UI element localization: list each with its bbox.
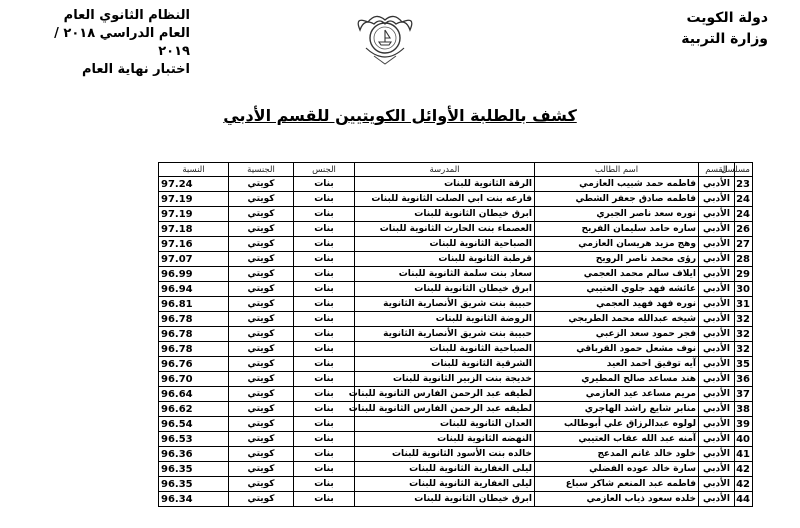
- cell-nationality: كويتي: [229, 192, 294, 207]
- table-row: [159, 207, 753, 222]
- header-line: دولة الكويت: [686, 10, 768, 26]
- cell-section: الأدبي: [699, 327, 735, 342]
- cell-nationality: كويتي: [229, 432, 294, 447]
- cell-sex: بنات: [294, 252, 355, 267]
- table-row: [159, 402, 753, 417]
- cell-name: فاطمه عبد المنعم شاكر سباع: [535, 477, 699, 492]
- cell-section: الأدبي: [699, 372, 735, 387]
- cell-serial: 32: [735, 312, 753, 327]
- cell-percent: 97.24: [159, 177, 229, 192]
- cell-percent: 96.35: [159, 462, 229, 477]
- cell-section: الأدبي: [699, 312, 735, 327]
- table-row: [159, 192, 753, 207]
- header-line: وزارة التربية: [681, 31, 768, 47]
- cell-name: نوره سعد ناصر الجبري: [535, 207, 699, 222]
- cell-school: فارعه بنت ابي الصلت الثانوية للبنات: [355, 192, 535, 207]
- cell-section: الأدبي: [699, 252, 735, 267]
- cell-nationality: كويتي: [229, 357, 294, 372]
- cell-sex: بنات: [294, 447, 355, 462]
- cell-percent: 97.19: [159, 207, 229, 222]
- table-row: [159, 492, 753, 507]
- cell-percent: 96.78: [159, 327, 229, 342]
- cell-sex: بنات: [294, 297, 355, 312]
- cell-serial: 35: [735, 357, 753, 372]
- cell-sex: بنات: [294, 312, 355, 327]
- cell-section: الأدبي: [699, 237, 735, 252]
- cell-name: فاطمه حمد شبيب العازمي: [535, 177, 699, 192]
- cell-sex: بنات: [294, 417, 355, 432]
- table-row: [159, 237, 753, 252]
- cell-sex: بنات: [294, 192, 355, 207]
- cell-serial: 42: [735, 462, 753, 477]
- cell-section: الأدبي: [699, 342, 735, 357]
- cell-name: سارة خالد عوده الفضلي: [535, 462, 699, 477]
- cell-serial: 27: [735, 237, 753, 252]
- cell-school: الروضة الثانوية للبنات: [355, 312, 535, 327]
- cell-nationality: كويتي: [229, 222, 294, 237]
- table-row: [159, 447, 753, 462]
- cell-name: آيه توفيق احمد العيد: [535, 357, 699, 372]
- cell-nationality: كويتي: [229, 312, 294, 327]
- cell-nationality: كويتي: [229, 327, 294, 342]
- cell-percent: 96.62: [159, 402, 229, 417]
- table-row: [159, 312, 753, 327]
- table-row: [159, 372, 753, 387]
- table-row: [159, 432, 753, 447]
- cell-nationality: كويتي: [229, 237, 294, 252]
- header-line: اختبار نهاية العام: [81, 62, 190, 77]
- header-line: النظام الثانوي العام: [63, 8, 190, 23]
- cell-school: حبيبة بنت شريق الأنصارية الثانوية: [355, 327, 535, 342]
- cell-section: الأدبي: [699, 432, 735, 447]
- cell-serial: 26: [735, 222, 753, 237]
- cell-nationality: كويتي: [229, 282, 294, 297]
- cell-percent: 96.64: [159, 387, 229, 402]
- cell-school: الشرقية الثانوية للبنات: [355, 357, 535, 372]
- cell-sex: بنات: [294, 462, 355, 477]
- cell-name: ايلاف سالم محمد العجمي: [535, 267, 699, 282]
- cell-name: هند مساعد صالح المطيري: [535, 372, 699, 387]
- cell-school: قرطبة الثانوية للبنات: [355, 252, 535, 267]
- cell-name: خلده سعود ذياب العازمي: [535, 492, 699, 507]
- cell-school: الصباحية الثانوية للبنات: [355, 237, 535, 252]
- cell-school: ابرق خيطان الثانوية للبنات: [355, 207, 535, 222]
- table-header-row: [159, 163, 753, 177]
- cell-percent: 96.78: [159, 312, 229, 327]
- cell-sex: بنات: [294, 402, 355, 417]
- cell-sex: بنات: [294, 372, 355, 387]
- cell-serial: 42: [735, 477, 753, 492]
- cell-sex: بنات: [294, 237, 355, 252]
- cell-name: عائشه فهد جلوي العتيبي: [535, 282, 699, 297]
- cell-name: رؤى محمد ناصر الرويح: [535, 252, 699, 267]
- cell-nationality: كويتي: [229, 402, 294, 417]
- cell-sex: بنات: [294, 222, 355, 237]
- cell-nationality: كويتي: [229, 417, 294, 432]
- cell-serial: 36: [735, 372, 753, 387]
- cell-school: ليلى الغفارية الثانوية للبنات: [355, 477, 535, 492]
- cell-nationality: كويتي: [229, 462, 294, 477]
- cell-percent: 96.81: [159, 297, 229, 312]
- students-table: [158, 162, 753, 507]
- cell-percent: 97.16: [159, 237, 229, 252]
- cell-section: الأدبي: [699, 192, 735, 207]
- cell-nationality: كويتي: [229, 267, 294, 282]
- cell-section: الأدبي: [699, 297, 735, 312]
- cell-serial: 31: [735, 297, 753, 312]
- cell-section: الأدبي: [699, 492, 735, 507]
- cell-section: الأدبي: [699, 357, 735, 372]
- header-line: العام الدراسي ٢٠١٨ / ٢٠١٩: [54, 26, 190, 59]
- cell-name: نوره فهد فهيد العجمي: [535, 297, 699, 312]
- cell-percent: 96.36: [159, 447, 229, 462]
- page-title: [0, 106, 800, 125]
- cell-serial: 32: [735, 342, 753, 357]
- cell-nationality: كويتي: [229, 477, 294, 492]
- cell-sex: بنات: [294, 477, 355, 492]
- cell-section: الأدبي: [699, 177, 735, 192]
- cell-serial: 39: [735, 417, 753, 432]
- cell-sex: بنات: [294, 267, 355, 282]
- cell-school: حبيبة بنت شريق الأنصارية الثانوية: [355, 297, 535, 312]
- cell-section: الأدبي: [699, 387, 735, 402]
- col-section: القسم: [699, 163, 735, 177]
- cell-percent: 96.70: [159, 372, 229, 387]
- cell-serial: 23: [735, 177, 753, 192]
- cell-name: وهج مزيد هريسان العازمي: [535, 237, 699, 252]
- cell-section: الأدبي: [699, 402, 735, 417]
- cell-sex: بنات: [294, 492, 355, 507]
- cell-serial: 37: [735, 387, 753, 402]
- col-sex: الجنس: [294, 163, 355, 177]
- cell-name: خلود خالد غانم المدعج: [535, 447, 699, 462]
- cell-serial: 44: [735, 492, 753, 507]
- cell-nationality: كويتي: [229, 342, 294, 357]
- cell-name: منابر شايع راشد الهاجري: [535, 402, 699, 417]
- table-row: [159, 267, 753, 282]
- cell-sex: بنات: [294, 387, 355, 402]
- cell-school: الرقة الثانوية للبنات: [355, 177, 535, 192]
- cell-section: الأدبي: [699, 447, 735, 462]
- table-row: [159, 327, 753, 342]
- page-title-text: كشف بالطلبة الأوائل الكويتيين للقسم الأدبي: [223, 106, 577, 125]
- col-nationality: الجنسية: [229, 163, 294, 177]
- cell-serial: 30: [735, 282, 753, 297]
- cell-nationality: كويتي: [229, 387, 294, 402]
- cell-serial: 29: [735, 267, 753, 282]
- cell-section: الأدبي: [699, 417, 735, 432]
- cell-name: فاطمه صادق جعفر الشطي: [535, 192, 699, 207]
- table-row: [159, 282, 753, 297]
- cell-section: الأدبي: [699, 462, 735, 477]
- table-row: [159, 417, 753, 432]
- cell-sex: بنات: [294, 207, 355, 222]
- cell-school: العدان الثانوية للبنات: [355, 417, 535, 432]
- cell-percent: 96.76: [159, 357, 229, 372]
- table-row: [159, 177, 753, 192]
- cell-school: لطيفه عبد الرحمن الفارس الثانوية للبنات: [355, 387, 535, 402]
- cell-section: الأدبي: [699, 207, 735, 222]
- cell-name: لولوه عبدالرزاق علي أبوطالب: [535, 417, 699, 432]
- cell-school: العصماء بنت الحارث الثانوية للبنات: [355, 222, 535, 237]
- cell-section: الأدبي: [699, 477, 735, 492]
- cell-school: سعاد بنت سلمة الثانوية للبنات: [355, 267, 535, 282]
- cell-nationality: كويتي: [229, 447, 294, 462]
- cell-school: ابرق خيطان الثانوية للبنات: [355, 282, 535, 297]
- table-row: [159, 462, 753, 477]
- cell-nationality: كويتي: [229, 207, 294, 222]
- cell-name: مريم مساعد عيد العازمي: [535, 387, 699, 402]
- kuwait-emblem-icon: [350, 8, 420, 70]
- col-percent: النسبة: [159, 163, 229, 177]
- cell-percent: 97.18: [159, 222, 229, 237]
- cell-school: النهضه الثانوية للبنات: [355, 432, 535, 447]
- cell-school: الصباحية الثانوية للبنات: [355, 342, 535, 357]
- col-serial: مسلسل: [735, 163, 753, 177]
- col-school: المدرسة: [355, 163, 535, 177]
- cell-name: فجر حمود سعد الزعبي: [535, 327, 699, 342]
- cell-serial: 40: [735, 432, 753, 447]
- cell-sex: بنات: [294, 432, 355, 447]
- cell-percent: 96.35: [159, 477, 229, 492]
- cell-school: ابرق خيطان الثانوية للبنات: [355, 492, 535, 507]
- cell-section: الأدبي: [699, 267, 735, 282]
- cell-percent: 96.78: [159, 342, 229, 357]
- cell-name: آمنه عبد الله عقاب العتيبي: [535, 432, 699, 447]
- cell-school: خالده بنت الأسود الثانوية للبنات: [355, 447, 535, 462]
- cell-percent: 96.94: [159, 282, 229, 297]
- cell-percent: 96.54: [159, 417, 229, 432]
- cell-sex: بنات: [294, 282, 355, 297]
- cell-nationality: كويتي: [229, 252, 294, 267]
- cell-serial: 28: [735, 252, 753, 267]
- cell-school: ليلى الغفارية الثانوية للبنات: [355, 462, 535, 477]
- table-row: [159, 477, 753, 492]
- table-row: [159, 222, 753, 237]
- cell-percent: 97.07: [159, 252, 229, 267]
- col-name: اسم الطالب: [535, 163, 699, 177]
- cell-sex: بنات: [294, 177, 355, 192]
- cell-serial: 24: [735, 207, 753, 222]
- cell-percent: 97.19: [159, 192, 229, 207]
- cell-nationality: كويتي: [229, 492, 294, 507]
- table-row: [159, 387, 753, 402]
- exam-header: [20, 7, 190, 79]
- cell-school: خديجة بنت الزبير الثانوية للبنات: [355, 372, 535, 387]
- cell-nationality: كويتي: [229, 177, 294, 192]
- cell-section: الأدبي: [699, 282, 735, 297]
- table-row: [159, 357, 753, 372]
- cell-name: ساره حامد سليمان الفريح: [535, 222, 699, 237]
- cell-section: الأدبي: [699, 222, 735, 237]
- cell-serial: 32: [735, 327, 753, 342]
- cell-name: شيخه عبدالله محمد الطريجي: [535, 312, 699, 327]
- table-row: [159, 342, 753, 357]
- cell-serial: 24: [735, 192, 753, 207]
- table-row: [159, 297, 753, 312]
- table-row: [159, 252, 753, 267]
- cell-sex: بنات: [294, 342, 355, 357]
- cell-sex: بنات: [294, 327, 355, 342]
- cell-name: نوف مشعل حمود القرباقي: [535, 342, 699, 357]
- cell-percent: 96.53: [159, 432, 229, 447]
- cell-school: لطيفه عبد الرحمن الفارس الثانوية للبنات: [355, 402, 535, 417]
- ministry-header: [681, 8, 768, 50]
- cell-serial: 38: [735, 402, 753, 417]
- cell-nationality: كويتي: [229, 372, 294, 387]
- cell-nationality: كويتي: [229, 297, 294, 312]
- cell-percent: 96.99: [159, 267, 229, 282]
- cell-percent: 96.34: [159, 492, 229, 507]
- cell-sex: بنات: [294, 357, 355, 372]
- cell-serial: 41: [735, 447, 753, 462]
